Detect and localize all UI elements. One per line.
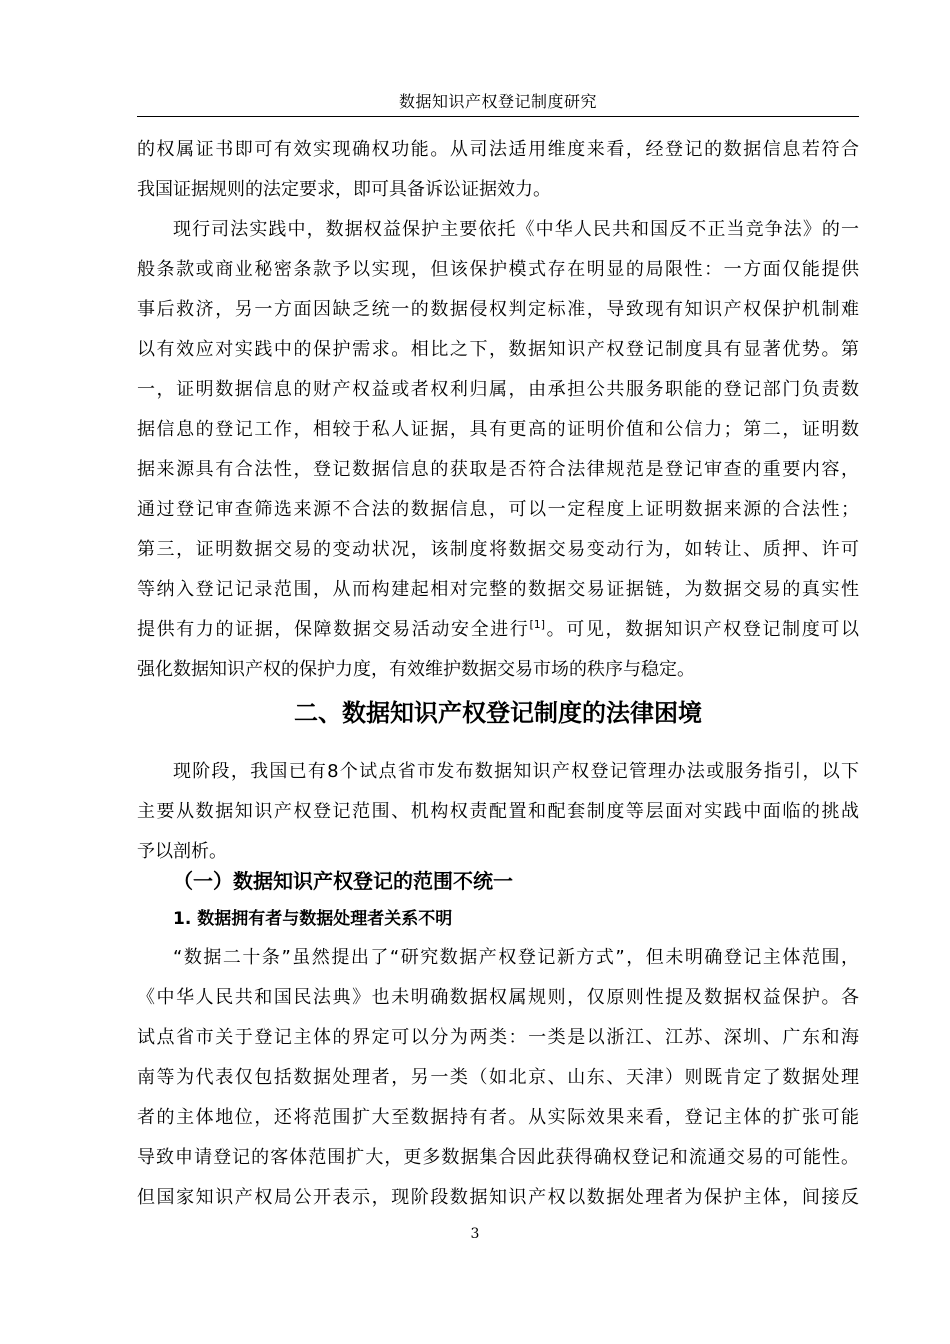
header-rule	[137, 116, 859, 117]
body-line: 现阶段，我国已有8个试点省市发布数据知识产权登记管理办法或服务指引，以下	[173, 761, 859, 782]
subsubsection-heading: 1. 数据拥有者与数据处理者关系不明	[173, 909, 453, 929]
body-line: 的权属证书即可有效实现确权功能。从司法适用维度来看，经登记的数据信息若符合	[137, 139, 859, 160]
body-line: 以有效应对实践中的保护需求。相比之下，数据知识产权登记制度具有显著优势。第	[137, 339, 859, 360]
body-line-with-citation	[137, 616, 859, 644]
body-line: 导致申请登记的客体范围扩大，更多数据集合因此获得确权登记和流通交易的可能性。	[137, 1147, 859, 1168]
body-line: 等纳入登记记录范围，从而构建起相对完整的数据交易证据链，为数据交易的真实性	[137, 579, 859, 600]
body-line: 据来源具有合法性，登记数据信息的获取是否符合法律规范是登记审查的重要内容，	[137, 459, 859, 480]
body-line: 《中华人民共和国民法典》也未明确数据权属规则，仅原则性提及数据权益保护。各	[137, 987, 859, 1008]
subsection-heading: （一）数据知识产权登记的范围不统一	[173, 869, 513, 893]
section-heading: 二、数据知识产权登记制度的法律困境	[294, 699, 702, 727]
citation-tail-text: 。可见，数据知识产权登记制度可以	[545, 619, 860, 640]
body-line: 予以剖析。	[137, 841, 227, 862]
body-line: 南等为代表仅包括数据处理者，另一类（如北京、山东、天津）则既肯定了数据处理	[137, 1067, 859, 1088]
body-line: 据信息的登记工作，相较于私人证据，具有更高的证明价值和公信力；第二，证明数	[137, 419, 859, 440]
body-line: 但国家知识产权局公开表示，现阶段数据知识产权以数据处理者为保护主体，间接反	[137, 1187, 859, 1208]
body-line: 通过登记审查筛选来源不合法的数据信息，可以一定程度上证明数据来源的合法性；	[137, 499, 859, 520]
body-line: 试点省市关于登记主体的界定可以分为两类：一类是以浙江、江苏、深圳、广东和海	[137, 1027, 859, 1048]
body-line: 第三，证明数据交易的变动状况，该制度将数据交易变动行为，如转让、质押、许可	[137, 539, 859, 560]
body-line: 一，证明数据信息的财产权益或者权利归属，由承担公共服务职能的登记部门负责数	[137, 379, 859, 400]
running-header: 数据知识产权登记制度研究	[398, 92, 597, 111]
body-line: 者的主体地位，还将范围扩大至数据持有者。从实际效果来看，登记主体的扩张可能	[137, 1107, 859, 1128]
page-number: 3	[470, 1226, 480, 1242]
body-line: 我国证据规则的法定要求，即可具备诉讼证据效力。	[137, 179, 551, 200]
body-line: “数据二十条”虽然提出了“研究数据产权登记新方式”，但未明确登记主体范围，	[173, 947, 859, 968]
body-line: 事后救济，另一方面因缺乏统一的数据侵权判定标准，导致现有知识产权保护机制难	[137, 299, 859, 320]
citation-lead-text: 提供有力的证据，保障数据交易活动安全进行	[137, 619, 530, 640]
body-line: 主要从数据知识产权登记范围、机构权责配置和配套制度等层面对实践中面临的挑战	[137, 801, 859, 822]
body-line: 现行司法实践中，数据权益保护主要依托《中华人民共和国反不正当竞争法》的一	[173, 219, 859, 240]
body-line: 般条款或商业秘密条款予以实现，但该保护模式存在明显的局限性：一方面仅能提供	[137, 259, 859, 280]
citation-ref[interactable]: [1]	[529, 618, 546, 631]
body-line: 强化数据知识产权的保护力度，有效维护数据交易市场的秩序与稳定。	[137, 659, 695, 680]
